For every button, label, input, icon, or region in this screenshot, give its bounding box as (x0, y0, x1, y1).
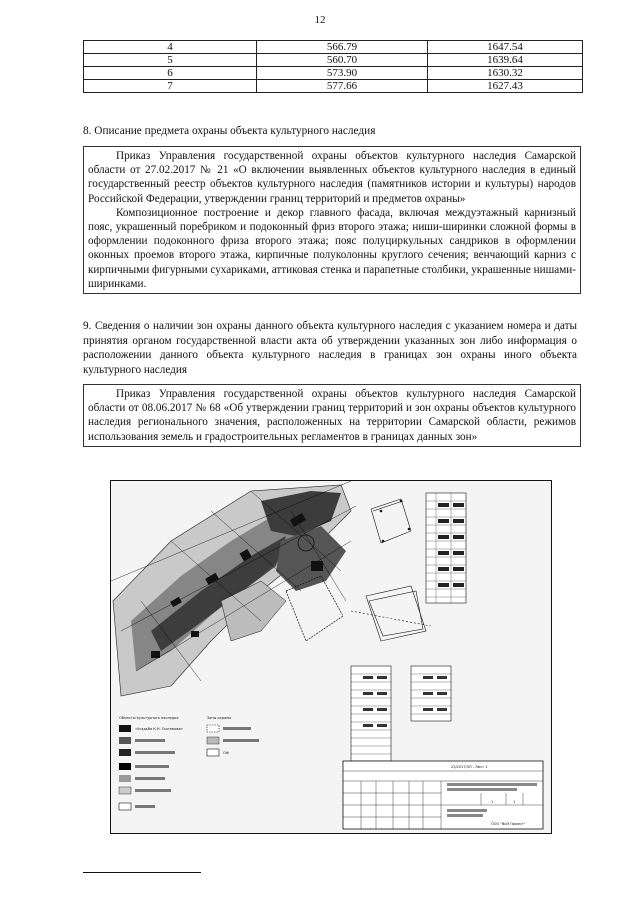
table-cell: 1630.32 (428, 67, 583, 80)
table-cell: 566.79 (257, 41, 428, 54)
zone-map-figure (110, 480, 552, 834)
table-row (84, 54, 583, 67)
section-9-box (83, 384, 581, 447)
table-cell: 560.70 (257, 54, 428, 67)
legend-title-left: Объекты культурного наследия (119, 716, 179, 720)
zone-map-drawing (111, 481, 551, 833)
table-row (84, 80, 583, 93)
legend-title-right: Зоны охраны (207, 716, 232, 720)
legend-item-1: «Усадьба К.Н. Оштемова» (135, 727, 183, 731)
section-8-heading: 8. Описание предмета охраны объекта культурного наследия (83, 125, 376, 137)
footnote-rule (83, 872, 201, 873)
table-cell: 1639.64 (428, 54, 583, 67)
table-row (84, 41, 583, 54)
table-cell: 6 (84, 67, 257, 80)
stamp-sheet: 1 (491, 800, 494, 804)
table-cell: 4 (84, 41, 257, 54)
stamp-sheet-total: 1 (513, 800, 516, 804)
table-cell: 1647.54 (428, 41, 583, 54)
stamp-code: 23/2017/ЗО - Лист 1 (451, 765, 488, 769)
coordinates-table (83, 40, 583, 93)
table-cell: 5 (84, 54, 257, 67)
section-9-heading: 9. Сведения о наличии зон охраны данного объекта культурного наследия с указанием номера и даты принятия органом государственной власти акта об утверждении указанных зон либо информация о расположении данного объекта культурного наследия в границах зон охраны иного объекта культурного наследия (83, 320, 577, 376)
legend-item-2: ОФ (223, 751, 229, 755)
page-number: 12 (314, 14, 326, 26)
table-cell: 7 (84, 80, 257, 93)
table-cell: 573.90 (257, 67, 428, 80)
section-8-order-text: Приказ Управления государственной охраны объектов культурного наследия Самарской области от 27.02.2017 № 21 «О включении выявленных объектов культурного наследия в единый государственный реестр объектов культурного наследия (памятников истории и культуры) народов Российской Федерации, утверждении границ территорий и предметов охраны» (88, 150, 576, 205)
table-row (84, 67, 583, 80)
section-8-description-text: Композиционное построение и декор главного фасада, включая междуэтажный карнизный пояс, украшенный поребриком и подоконный фриз второго этажа; ниши-ширинки сложной формы в оформлении подоконного фриза второго этажа; пояс полуциркульных сандриков в оформлении оконных проемов второго этажа, кирпичные полуколонны круглого сечения; венчающий карниз с кирпичными фигурными сухариками, аттиковая стенка и парапетные столбики, украшенные нишами-ширинками. (88, 206, 576, 290)
stamp-organization: ООО "ВиЭ Проект" (491, 822, 526, 826)
title-block (343, 761, 543, 829)
section-8-box (83, 146, 581, 294)
table-cell: 577.66 (257, 80, 428, 93)
table-cell: 1627.43 (428, 80, 583, 93)
section-9-order-text: Приказ Управления государственной охраны объектов культурного наследия Самарской области от 08.06.2017 № 68 «Об утверждении границ территорий и зон охраны объектов культурного наследия регионального значения, расположенных на территории Самарской области, режимов использования земель и градостроительных регламентов в границах данных зон» (88, 388, 576, 443)
